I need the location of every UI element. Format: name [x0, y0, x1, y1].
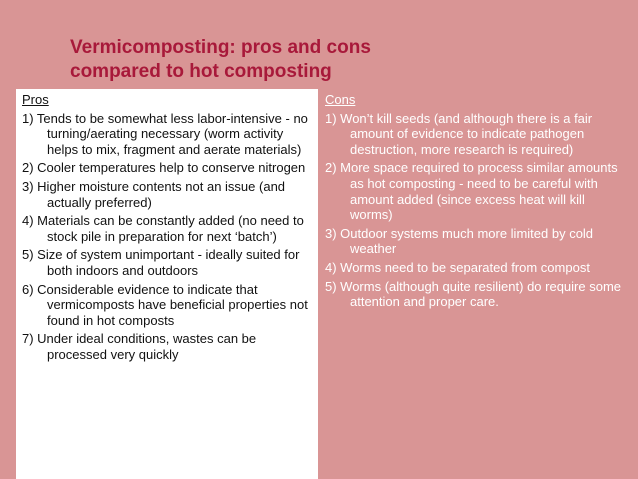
cons-item-5: 5) Worms (although quite resilient) do require some attention and proper care. [325, 278, 622, 310]
cons-item-4: 4) Worms need to be separated from compost [325, 259, 590, 275]
slide-title-line-1: Vermicomposting: pros and cons [70, 37, 371, 58]
pros-heading: Pros [22, 92, 49, 107]
pros-item-1: 1) Tends to be somewhat less labor-intensive - no turning/aerating necessary (worm activity helps to mix, fragment and aerate materials) [22, 110, 308, 157]
pros-item-7: 7) Under ideal conditions, wastes can be processed very quickly [22, 331, 257, 362]
cons-item-2: 2) More space required to process similar amounts as hot composting - need to be careful with amount added (since excess heat will kill worms) [325, 160, 618, 223]
cons-item-1: 1) Won’t kill seeds (and although there is a fair amount of evidence to indicate pathogen destruction, more research is required) [325, 110, 593, 157]
pros-item-3: 3) Higher moisture contents not an issue (and actually preferred) [22, 178, 286, 210]
cons-item-3: 3) Outdoor systems much more limited by cold weather [325, 225, 594, 257]
pros-item-2: 2) Cooler temperatures help to conserve nitrogen [22, 160, 306, 176]
cons-heading: Cons [325, 92, 356, 107]
slide-title-line-2: compared to hot composting [70, 61, 332, 82]
pros-item-6: 6) Considerable evidence to indicate that vermicomposts have beneficial properties not found in hot composts [22, 281, 308, 328]
pros-item-4: 4) Materials can be constantly added (no need to stock pile in preparation for next ‘batch’) [22, 213, 304, 244]
pros-list [22, 92, 314, 366]
slide-title [70, 36, 371, 84]
cons-list [325, 92, 625, 313]
pros-item-5: 5) Size of system unimportant - ideally suited for both indoors and outdoors [22, 247, 300, 278]
